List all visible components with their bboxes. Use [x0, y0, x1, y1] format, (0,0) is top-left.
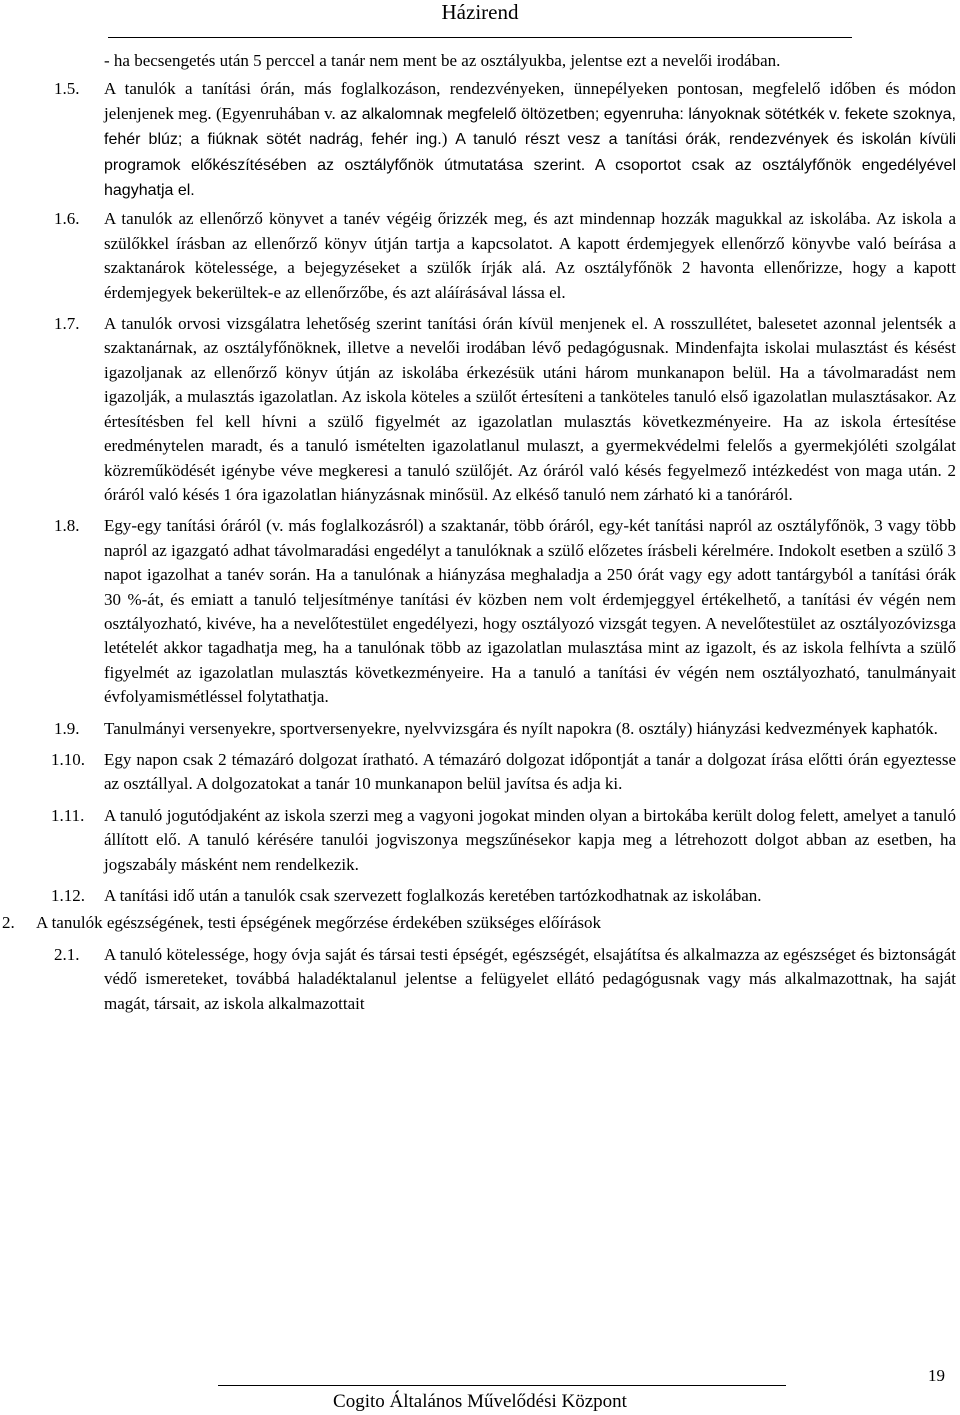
list-item-text-sans: az alkalomnak megfelelő öltözetben; egyenruha: lányoknak sötétkék v. fekete szoknya, fehér blúz; a fiúknak sötét nadrág, fehér ing.	[104, 105, 957, 149]
list-item-text: Egy-egy tanítási óráról (v. más foglalkozásról) a szaktanár, több óráról, egy-két tanítási napról az osztályfőnök, 3 vagy több napról az igazgató adhat távolmaradási engedélyt a tanulóknak a szülő előzetes írásbeli kérelmére. Indokolt esetben a szülő 3 napot igazolhat a tanév során. Ha a tanulónak a hiányzása meghaladja a 250 órát vagy egy adott tantárgyból a tanítási órák 30 %-át, és emiatt a tanuló teljesítménye tanítási év közben nem volt érdemjeggyel értékelhető, a tanítási év végén nem osztályozható, kivéve, ha a nevelőtestület engedélyezi, hogy osztályozó vizsgát tegyen. A nevelőtestület az osztályozóvizsga letételét akkor tagadhatja meg, ha a tanulónak több az igazolatlan mulasztása mint az igazolt, és az iskola felhívta a szülő figyelmét az igazolatlan mulasztás következményeire. Ha a tanuló a tanítási év végén nem osztályozható, tanulmányait évfolyamismétléssel folytathatja.	[104, 516, 956, 707]
footer-institution-name: Cogito Általános Művelődési Központ	[333, 1391, 627, 1412]
section-heading-text: A tanulók egészségének, testi épségének megőrzése érdekében szükséges előírások	[36, 913, 602, 933]
list-item-2-1	[0, 943, 960, 1016]
document-body	[0, 49, 960, 1016]
list-item-text: A tanuló kötelessége, hogy óvja saját és társai testi épségét, egészségét, elsajátítsa és alkalmazza az egészséget és biztonságát védő ismereteket, továbbá haladéktalanul jelentse a felügyelet ellátó pedagógusnak vagy más alkalmazottnak, ha saját magát, társait, az iskola alkalmazottait	[104, 944, 956, 1013]
item-number: 1.10.	[51, 749, 85, 769]
list-item-text-sans: A tanuló részt vesz a tanítási órák, rendezvények és iskolán kívüli programok előkészítésében az osztályfőnök útmutatása szerint. A csoportot csak az osztályfőnök engedélyével hagyhatja el.	[104, 131, 956, 200]
list-item-text: - ha becsengetés után 5 perccel a tanár nem ment be az osztályukba, jelentse ezt a nevelői irodában.	[104, 51, 781, 70]
item-number: 1.12.	[51, 886, 85, 905]
item-number: 1.9.	[54, 718, 80, 738]
list-item-1-8	[0, 514, 960, 709]
item-number: 1.11.	[51, 805, 85, 825]
footer-divider	[218, 1385, 786, 1386]
item-number: 1.6.	[54, 209, 80, 229]
list-item-1-9	[0, 717, 960, 741]
list-item-text: A tanítási idő után a tanulók csak szervezett foglalkozás keretében tartózkodhatnak az iskolában.	[104, 886, 762, 905]
list-item-text: A tanulók az ellenőrző könyvet a tanév végéig őrizzék meg, és azt mindennap hozzák magukkal az iskolába. Az iskola a szülőkkel írásban az ellenőrző könyv útján tartja a kapcsolatot. A kapott érdemjegyek ellenőrző könyvbe való beírása a szaktanárok kötelessége, a bejegyzéseket a szülők írják alá. Az osztályfőnök 2 havonta ellenőrizze, hogy a kapott érdemjegyek bekerültek-e az ellenőrzőbe, és azt aláírásával lássa el.	[104, 209, 956, 302]
header-divider	[108, 37, 852, 38]
list-item-text: Egy napon csak 2 témazáró dolgozat íratható. A témazáró dolgozat időpontját a tanár a dolgozat írása előtti órán egyeztesse az osztállyal. A dolgozatokat a tanár 10 munkanapon belül javítsa és adja ki.	[104, 749, 956, 794]
list-item-text: A tanuló jogutódjaként az iskola szerzi meg a vagyoni jogokat minden olyan a birtokába került dolog felett, amelyet a tanuló állított elő. A tanuló kérésére tanulói jogviszonya megszűnésekor kapja meg a létrehozott dolgot abban az esetben, ha jogszabály másként nem rendelkezik.	[104, 805, 956, 874]
list-item-1-6	[0, 207, 960, 305]
page-number: 19	[928, 1366, 945, 1385]
list-item-text: Tanulmányi versenyekre, sportversenyekre, nyelvvizsgára és nyílt napokra (8. osztály) hiányzási kedvezmények kaphatók.	[104, 718, 938, 738]
list-item-1-7	[0, 312, 960, 507]
list-item-1-11	[0, 804, 960, 877]
list-item-1-5	[0, 77, 960, 203]
item-number: 1.5.	[54, 79, 80, 99]
list-item-bell-rule	[0, 49, 960, 73]
section-heading-2	[0, 911, 960, 935]
list-item-1-10	[0, 748, 960, 797]
list-item-text: )	[441, 129, 456, 149]
page-header-title: Házirend	[441, 0, 519, 24]
list-item-text: A tanulók a tanítási órán, más foglalkozáson, rendezvényeken, ünnepélyeken pontosan, megfelelő időben és módon jelenjenek meg. (Egyenruhában v.	[104, 79, 956, 123]
item-number: 2.1.	[54, 944, 80, 964]
item-number: 1.7.	[54, 314, 80, 334]
list-item-1-12	[0, 884, 960, 908]
list-item-text: A tanulók orvosi vizsgálatra lehetőség szerint tanítási órán kívül menjenek el. A rosszullétet, balesetet azonnal jelentsék a szaktanárnak, az osztályfőnöknek, illetve a nevelői irodában lévő pedagógusnak. Mindenfajta iskolai mulasztást és késést igazoljanak az ellenőrző könyv útján az iskolába érkezésük utáni három munkanapon belül. Ha a távolmaradást nem igazolják, a mulasztás igazolatlan. Az iskola köteles a szülőt értesíteni a tanköteles tanuló első igazolatlan mulasztásakor. Az értesítésben fel kell hívni a szülő figyelmét az igazolatlan mulasztás következményeire. Ha az iskola értesítése eredménytelen maradt, és a tanuló ismételten igazolatlanul mulaszt, a gyermekvédelmi felelős a gyermekjóléti szolgálat közreműködését igénybe véve megkeresi a tanuló szülőjét. Az óráról való késés fegyelmező intézkedést von maga után. 2 óráról való késés 1 óra igazolatlan hiányzásnak minősül. Az elkéső tanuló nem zárható ki a tanóráról.	[104, 314, 956, 504]
item-number: 1.8.	[54, 516, 80, 536]
section-number: 2.	[2, 913, 15, 933]
